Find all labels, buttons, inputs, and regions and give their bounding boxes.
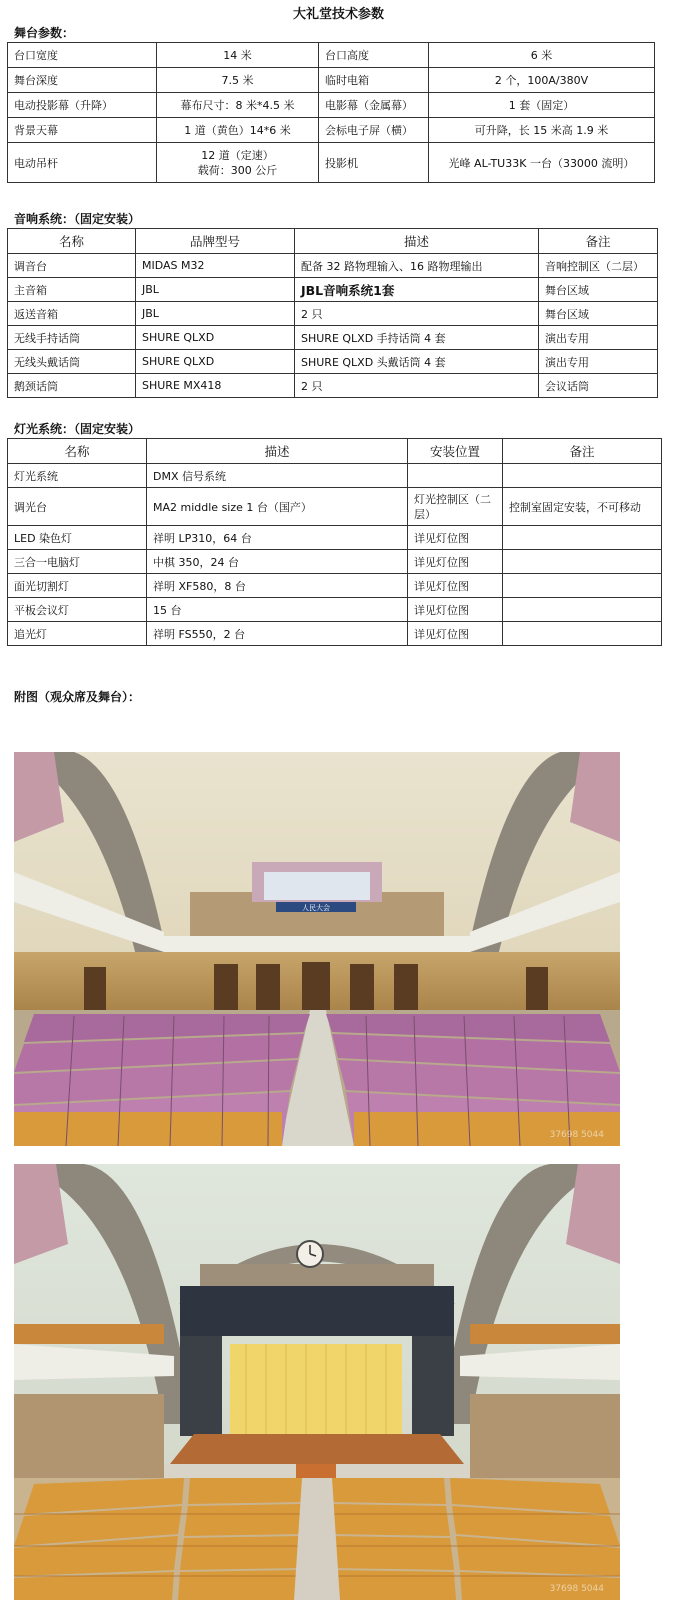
cell-name: 返送音箱	[8, 302, 136, 326]
cell-description: 15 台	[147, 598, 408, 622]
auditorium-illustration	[14, 752, 620, 1146]
column-header: 名称	[8, 229, 136, 254]
cell-location: 灯光控制区（二层）	[408, 488, 503, 526]
cell-name: 调音台	[8, 254, 136, 278]
cell-description: 祥明 LP310，64 台	[147, 526, 408, 550]
param-value: 光峰 AL-TU33K 一台（33000 流明）	[429, 143, 655, 183]
stage-row	[8, 118, 655, 143]
cell-description: 配备 32 路物理输入、16 路物理输出	[295, 254, 539, 278]
table-row	[8, 526, 662, 550]
cell-description: SHURE QLXD 手持话筒 4 套	[295, 326, 539, 350]
param-name: 临时电箱	[319, 68, 429, 93]
column-header: 备注	[503, 439, 662, 464]
cell-note	[503, 598, 662, 622]
cell-location: 详见灯位图	[408, 598, 503, 622]
cell-description: 祥明 FS550，2 台	[147, 622, 408, 646]
lighting-header-row	[8, 439, 662, 464]
table-row	[8, 278, 658, 302]
param-value: 6 米	[429, 43, 655, 68]
cell-note: 演出专用	[539, 326, 658, 350]
cell-name: 鹅颈话筒	[8, 374, 136, 398]
cell-note: 会议话筒	[539, 374, 658, 398]
cell-name: 平板会议灯	[8, 598, 147, 622]
lighting-heading: 灯光系统：（固定安装）	[14, 422, 141, 436]
stage-row	[8, 93, 655, 118]
stage-table	[7, 42, 655, 183]
lighting-table	[7, 438, 662, 646]
cell-name: 无线手持话筒	[8, 326, 136, 350]
cell-name: 三合一电脑灯	[8, 550, 147, 574]
stage-heading: 舞台参数：	[14, 26, 75, 40]
param-value: 7.5 米	[157, 68, 319, 93]
cell-note: 演出专用	[539, 350, 658, 374]
cell-model: SHURE QLXD	[136, 350, 295, 374]
cell-location: 详见灯位图	[408, 526, 503, 550]
param-name: 电动吊杆	[8, 143, 157, 183]
column-header: 描述	[147, 439, 408, 464]
table-row	[8, 464, 662, 488]
audio-heading: 音响系统：（固定安装）	[14, 212, 141, 226]
watermark: 37698 5044	[549, 1130, 604, 1140]
appendix-heading: 附图（观众席及舞台）：	[14, 690, 141, 704]
table-row	[8, 302, 658, 326]
table-row	[8, 254, 658, 278]
column-header: 安装位置	[408, 439, 503, 464]
param-name: 投影机	[319, 143, 429, 183]
table-row	[8, 326, 658, 350]
param-value: 2 个，100A/380V	[429, 68, 655, 93]
param-value-line: 载荷：300 公斤	[197, 163, 278, 177]
cell-name: 追光灯	[8, 622, 147, 646]
stage-photo	[14, 1164, 620, 1600]
cell-note	[503, 622, 662, 646]
cell-location: 详见灯位图	[408, 622, 503, 646]
cell-model: MIDAS M32	[136, 254, 295, 278]
stage-illustration	[14, 1164, 620, 1600]
param-value	[157, 143, 319, 183]
cell-description: SHURE QLXD 头戴话筒 4 套	[295, 350, 539, 374]
cell-name: 灯光系统	[8, 464, 147, 488]
table-row	[8, 488, 662, 526]
param-value: 14 米	[157, 43, 319, 68]
table-row	[8, 574, 662, 598]
cell-description: MA2 middle size 1 台（国产）	[147, 488, 408, 526]
cell-note	[503, 550, 662, 574]
param-name: 会标电子屏（横）	[319, 118, 429, 143]
param-name: 背景天幕	[8, 118, 157, 143]
param-name: 台口宽度	[8, 43, 157, 68]
table-row	[8, 622, 662, 646]
banner-text: 人民大会	[302, 904, 330, 912]
column-header: 名称	[8, 439, 147, 464]
cell-model: JBL	[136, 302, 295, 326]
cell-location	[408, 464, 503, 488]
cell-note	[503, 526, 662, 550]
cell-name: LED 染色灯	[8, 526, 147, 550]
cell-note: 音响控制区（二层）	[539, 254, 658, 278]
table-row	[8, 350, 658, 374]
cell-description: 2 只	[295, 302, 539, 326]
param-value: 1 道（黄色）14*6 米	[157, 118, 319, 143]
cell-model: SHURE QLXD	[136, 326, 295, 350]
table-row	[8, 374, 658, 398]
audio-table	[7, 228, 658, 398]
cell-name: 调光台	[8, 488, 147, 526]
cell-description: JBL音响系统1套	[295, 278, 539, 302]
cell-description: 中棋 350，24 台	[147, 550, 408, 574]
page-title: 大礼堂技术参数	[292, 7, 384, 22]
cell-note	[503, 464, 662, 488]
param-value: 幕布尺寸：8 米*4.5 米	[157, 93, 319, 118]
param-name: 电动投影幕（升降）	[8, 93, 157, 118]
stage-row	[8, 143, 655, 183]
cell-note: 舞台区域	[539, 302, 658, 326]
column-header: 描述	[295, 229, 539, 254]
cell-description: 2 只	[295, 374, 539, 398]
stage-row	[8, 43, 655, 68]
auditorium-photo	[14, 752, 620, 1146]
column-header: 备注	[539, 229, 658, 254]
cell-note: 控制室固定安装，不可移动	[503, 488, 662, 526]
table-row	[8, 550, 662, 574]
cell-location: 详见灯位图	[408, 550, 503, 574]
table-row	[8, 598, 662, 622]
cell-location: 详见灯位图	[408, 574, 503, 598]
cell-model: JBL	[136, 278, 295, 302]
param-value: 可升降，长 15 米高 1.9 米	[429, 118, 655, 143]
param-name: 台口高度	[319, 43, 429, 68]
param-name: 舞台深度	[8, 68, 157, 93]
cell-note	[503, 574, 662, 598]
audio-header-row	[8, 229, 658, 254]
param-name: 电影幕（金属幕）	[319, 93, 429, 118]
param-value: 1 套（固定）	[429, 93, 655, 118]
cell-name: 主音箱	[8, 278, 136, 302]
cell-description: 祥明 XF580，8 台	[147, 574, 408, 598]
cell-name: 面光切割灯	[8, 574, 147, 598]
stage-row	[8, 68, 655, 93]
watermark: 37698 5044	[549, 1584, 604, 1594]
cell-name: 无线头戴话筒	[8, 350, 136, 374]
column-header: 品牌型号	[136, 229, 295, 254]
cell-description: DMX 信号系统	[147, 464, 408, 488]
cell-model: SHURE MX418	[136, 374, 295, 398]
cell-note: 舞台区域	[539, 278, 658, 302]
param-value-line: 12 道（定速）	[201, 148, 274, 162]
